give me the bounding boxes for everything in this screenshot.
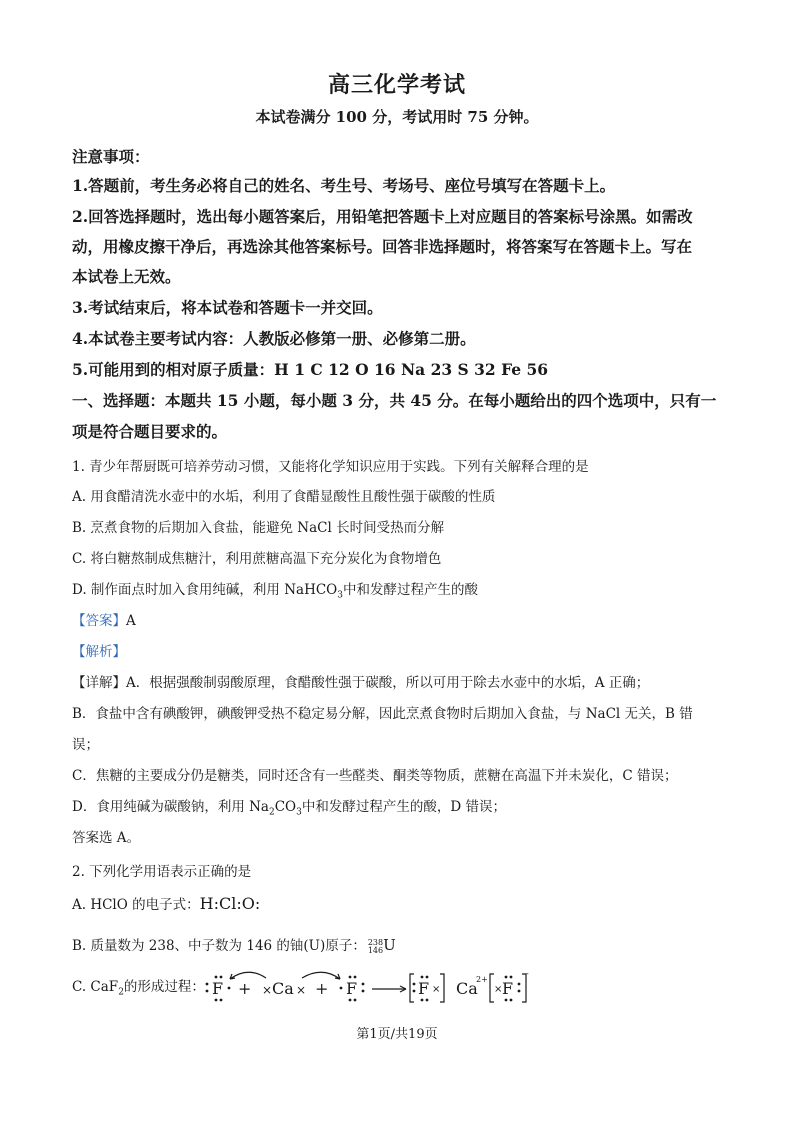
section-heading-line-1: 一、选择题：本题共 15 小题，每小题 3 分，共 45 分。在每小题给出的四个选项中，只有一 xyxy=(72,391,717,410)
page-subtitle: 本试卷满分 100 分，考试用时 75 分钟。 xyxy=(255,108,539,126)
q1-detail-b-line-1: B．食盐中含有碘酸钾，碘酸钾受热不稳定易分解，因此烹煮食物时后期加入食盐，与 NaCl 无关，B 错 xyxy=(72,706,693,722)
q1-answer: 【答案】A xyxy=(72,613,136,629)
notes-item-4: 4.本试卷主要考试内容：人教版必修第一册、必修第二册。 xyxy=(72,329,476,348)
notes-item-2-line-1: 2.回答选择题时，选出每小题答案后，用铅笔把答题卡上对应题目的答案标号涂黑。如需改 xyxy=(72,207,693,226)
q1-detail-a: 【详解】A．根据强酸制弱酸原理，食醋酸性强于碳酸，所以可用于除去水壶中的水垢，A 正确； xyxy=(72,675,650,691)
ca-atom: Ca xyxy=(272,979,294,998)
q2-stem: 2. 下列化学用语表示正确的是 xyxy=(72,864,252,880)
hclo-lewis-formula: H:Cl:O: xyxy=(199,894,261,913)
q1-option-d: D. 制作面点时加入食用纯碱，利用 NaHCO$_3$中和发酵过程产生的酸 xyxy=(72,582,478,601)
svg-text:+: + xyxy=(238,979,252,998)
f-ion-left: F xyxy=(418,979,430,998)
q1-option-b: B. 烹煮食物的后期加入食盐，能避免 NaCl 长时间受热而分解 xyxy=(72,520,445,536)
q1-analysis-label: 【解析】 xyxy=(72,644,126,660)
notes-item-5: 5.可能用到的相对原子质量：H 1 C 12 O 16 Na 23 S 32 Fe 56 xyxy=(72,360,549,379)
q1-stem: 1. 青少年帮厨既可培养劳动习惯，又能将化学知识应用于实践。下列有关解释合理的是 xyxy=(72,459,589,475)
f-atom-right: F xyxy=(346,979,358,998)
svg-text:×: × xyxy=(432,984,441,995)
q2-option-c: C. CaF$_2$的形成过程： xyxy=(72,979,205,998)
f-ion-right: F xyxy=(502,979,514,998)
ca-ion: Ca xyxy=(456,979,478,998)
q1-option-c: C. 将白糖熬制成焦糖汁，利用蔗糖高温下充分炭化为食物增色 xyxy=(72,551,442,567)
notes-item-2-line-3: 本试卷上无效。 xyxy=(72,267,181,286)
q1-detail-c: C．焦糖的主要成分仍是糖类，同时还含有一些醛类、酮类等物质，蔗糖在高温下并未炭化，C 错误； xyxy=(72,768,678,784)
q2-option-b: B. 质量数为 238、中子数为 146 的铀(U)原子： 238 146 U xyxy=(72,936,396,955)
caf2-formation-diagram xyxy=(200,964,545,1006)
section-heading-line-2: 项是符合题目要求的。 xyxy=(72,422,228,441)
page-number: 第1页/共19页 xyxy=(356,1027,438,1042)
svg-text:-: - xyxy=(526,969,529,978)
page-title: 高三化学考试 xyxy=(327,72,466,98)
svg-text:+: + xyxy=(315,979,329,998)
notes-heading: 注意事项： xyxy=(72,147,150,166)
svg-text:×: × xyxy=(296,983,307,997)
svg-text:×: × xyxy=(494,984,503,995)
svg-text:2+: 2+ xyxy=(476,975,488,984)
notes-item-2-line-2: 动，用橡皮擦干净后，再选涂其他答案标号。回答非选择题时，将答案写在答题卡上。写在 xyxy=(72,237,693,256)
f-atom-left: F xyxy=(212,979,224,998)
q1-conclusion: 答案选 A。 xyxy=(72,830,141,846)
notes-item-1: 1.答题前，考生务必将自己的姓名、考生号、考场号、座位号填写在答题卡上。 xyxy=(72,176,616,195)
notes-item-3: 3.考试结束后，将本试卷和答题卡一并交回。 xyxy=(72,298,383,317)
svg-text:-: - xyxy=(442,969,445,978)
nuclide-notation: 238 146 xyxy=(367,937,384,955)
q2-option-a: A. HClO 的电子式：H:Cl:O: xyxy=(72,894,261,913)
q1-detail-d: D．食用纯碱为碳酸钠，利用 $Na_2CO_3$中和发酵过程产生的酸，D 错误； xyxy=(72,799,506,818)
q1-detail-b-line-2: 误； xyxy=(72,737,99,753)
q1-option-a: A. 用食醋清洗水壶中的水垢，利用了食醋显酸性且酸性强于碳酸的性质 xyxy=(72,489,496,505)
svg-text:×: × xyxy=(262,983,273,997)
